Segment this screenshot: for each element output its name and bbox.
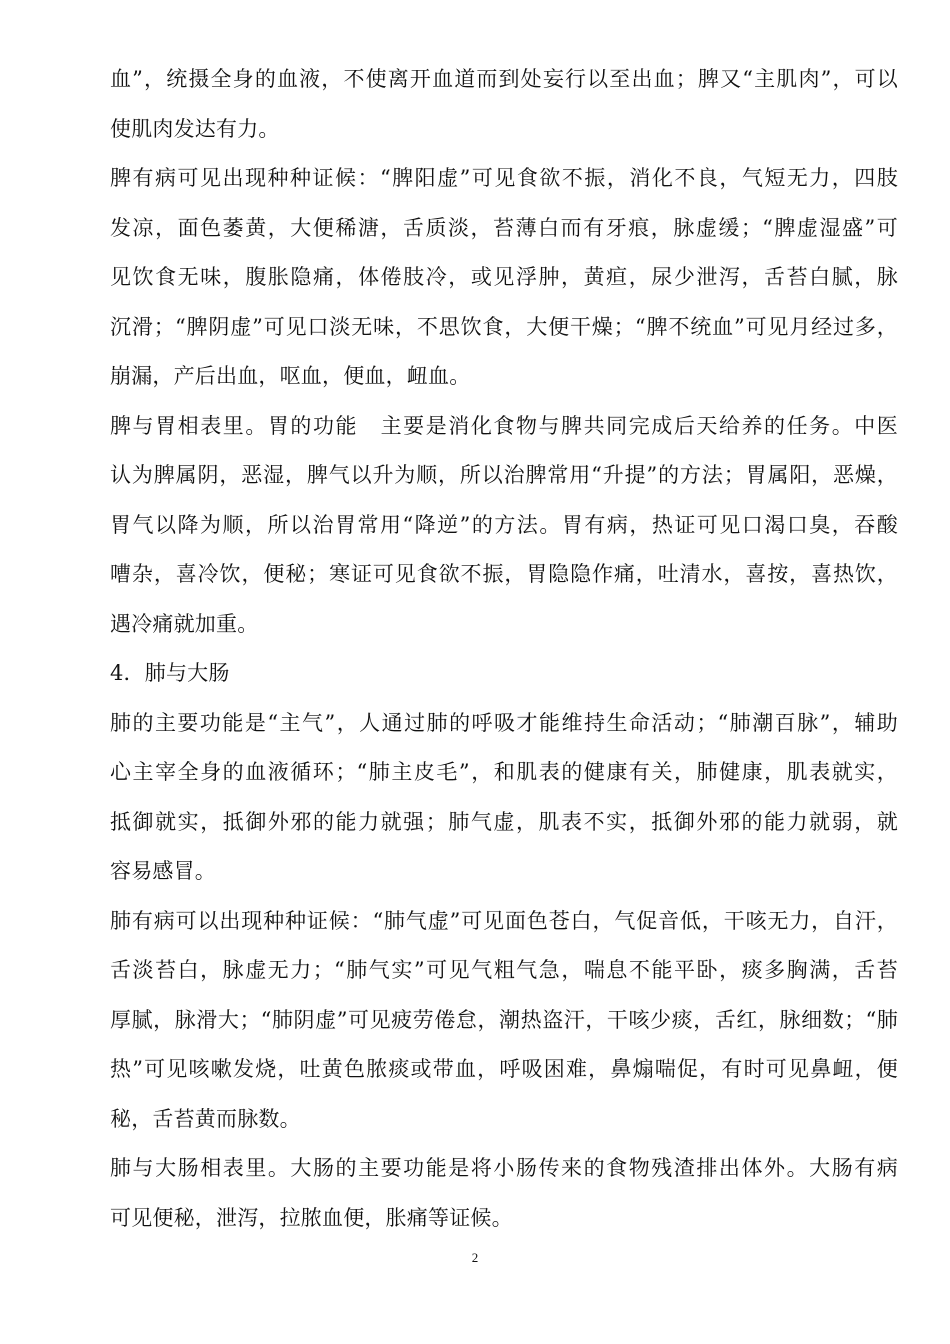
- text-line: 秘，舌苔黄而脉数。: [110, 1106, 301, 1131]
- text-line: 血”，统摄全身的血液，不使离开血道而到处妄行以至出血；脾又“主肌肉”，可以: [110, 67, 898, 91]
- text-line: 抵御就实，抵御外邪的能力就强；肺气虚，肌表不实，抵御外邪的能力就弱，就: [110, 809, 898, 834]
- text-line: 厚腻，脉滑大；“肺阴虚”可见疲劳倦怠，潮热盗汗，干咳少痰，舌红，脉细数；“肺: [110, 1007, 898, 1032]
- text-line: 肺有病可以出现种种证候：“肺气虚”可见面色苍白，气促音低，干咳无力，自汗，: [110, 908, 898, 933]
- page-number: 2: [471, 1250, 479, 1265]
- text-line: 可见便秘，泄泻，拉脓血便，胀痛等证候。: [110, 1205, 513, 1230]
- text-line: 见饮食无味，腹胀隐痛，体倦肢冷，或见浮肿，黄疸，尿少泄泻，舌苔白腻，脉: [110, 265, 898, 289]
- text-line: 胃气以降为顺，所以治胃常用“降逆”的方法。胃有病，热证可见口渴口臭，吞酸: [110, 512, 898, 537]
- text-line: 沉滑；“脾阴虚”可见口淡无味，不思饮食，大便干燥；“脾不统血”可见月经过多，: [110, 314, 898, 339]
- text-line: 发凉，面色萎黄，大便稀溏，舌质淡，苔薄白而有牙痕，脉虚缓；“脾虚湿盛”可: [110, 215, 898, 240]
- document-body: [110, 55, 898, 1243]
- text-line: 容易感冒。: [110, 859, 216, 883]
- text-line: 遇冷痛就加重。: [110, 611, 259, 636]
- text-line: 脾与胃相表里。胃的功能 主要是消化食物与脾共同完成后天给养的任务。中医: [110, 413, 898, 438]
- section-heading: 4．肺与大肠: [110, 661, 230, 685]
- text-line: 心主宰全身的血液循环；“肺主皮毛”，和肌表的健康有关，肺健康，肌表就实，: [110, 760, 898, 784]
- text-line: 崩漏，产后出血，呕血，便血，衄血。: [110, 364, 471, 388]
- text-line: 认为脾属阴，恶湿，脾气以升为顺，所以治脾常用“升提”的方法；胃属阳，恶燥，: [110, 463, 898, 487]
- text-line: 使肌肉发达有力。: [110, 116, 280, 141]
- text-line: 肺与大肠相表里。大肠的主要功能是将小肠传来的食物残渣排出体外。大肠有病: [110, 1156, 898, 1180]
- text-line: 脾有病可见出现种种证候：“脾阳虚”可见食欲不振，消化不良，气短无力，四肢: [110, 166, 898, 190]
- text-line: 嘈杂，喜冷饮，便秘；寒证可见食欲不振，胃隐隐作痛，吐清水，喜按，喜热饮，: [110, 562, 898, 586]
- text-line: 肺的主要功能是“主气”，人通过肺的呼吸才能维持生命活动；“肺潮百脉”，辅助: [110, 710, 898, 735]
- text-line: 舌淡苔白，脉虚无力；“肺气实”可见气粗气急，喘息不能平卧，痰多胸满，舌苔: [110, 958, 898, 982]
- text-line: 热”可见咳嗽发烧，吐黄色脓痰或带血，呼吸困难，鼻煽喘促，有时可见鼻衄，便: [110, 1057, 898, 1081]
